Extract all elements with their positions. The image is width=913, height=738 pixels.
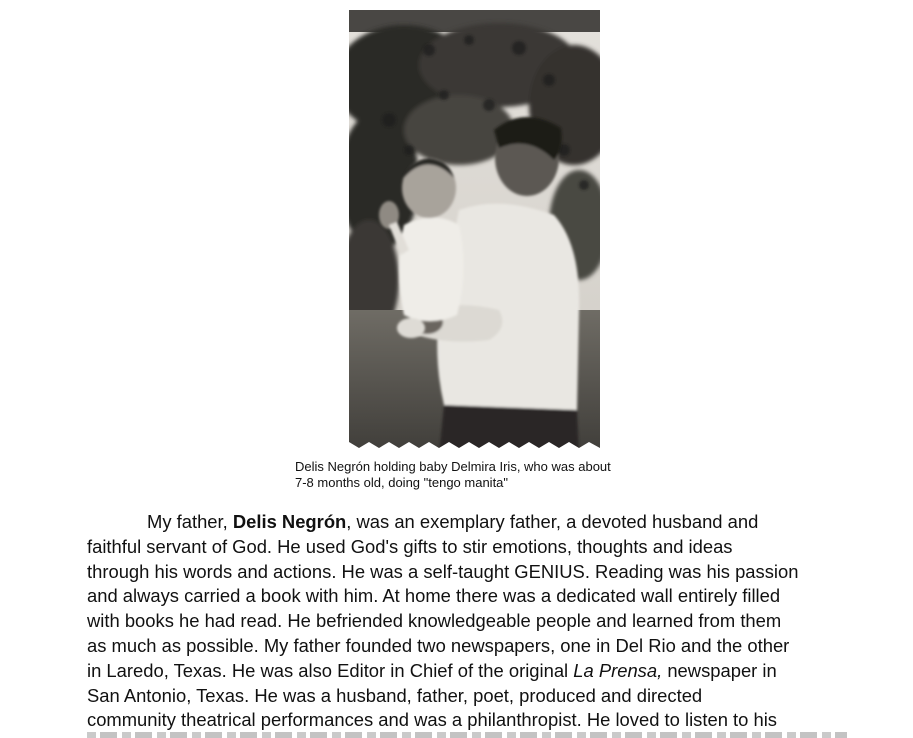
body-line-6: as much as possible. My father founded two newspapers, one in Del Rio and the other — [87, 634, 790, 656]
body-paragraph — [87, 510, 887, 733]
father-and-baby-photo — [349, 10, 600, 455]
body-line-2: faithful servant of God. He used God's gifts to stir emotions, thoughts and ideas — [87, 535, 733, 557]
body-line-4: and always carried a book with him. At home there was a dedicated wall entirely filled — [87, 585, 781, 607]
body-line-7-post: newspaper in — [662, 659, 777, 681]
body-line-8: San Antonio, Texas. He was a husband, father, poet, produced and directed — [87, 684, 703, 706]
body-line-7 — [87, 659, 887, 684]
body-line-1-post: , was an exemplary father, a devoted husband and — [346, 511, 759, 532]
body-line-7-pre: in Laredo, Texas. He was also Editor in Chief of the original — [87, 659, 574, 681]
body-line-1 — [87, 510, 887, 535]
cut-off-text-strip — [87, 732, 847, 738]
father-name: Delis Negrón — [232, 511, 347, 532]
newspaper-title: La Prensa, — [573, 659, 663, 681]
body-line-5: with books he had read. He befriended knowledgeable people and learned from them — [87, 610, 782, 632]
caption-line-2: 7-8 months old, doing "tengo manita" — [295, 475, 509, 490]
photo-caption — [295, 459, 715, 491]
body-line-3: through his words and actions. He was a self-taught GENIUS. Reading was his passion — [87, 560, 799, 582]
cut-off-text-line — [87, 732, 847, 738]
caption-line-1: Delis Negrón holding baby Delmira Iris, who was about — [295, 459, 611, 474]
body-line-9: community theatrical performances and was a philanthropist. He loved to listen to his — [87, 709, 777, 731]
body-line-1-pre: My father, — [147, 511, 233, 532]
family-photo-icon — [349, 10, 600, 455]
